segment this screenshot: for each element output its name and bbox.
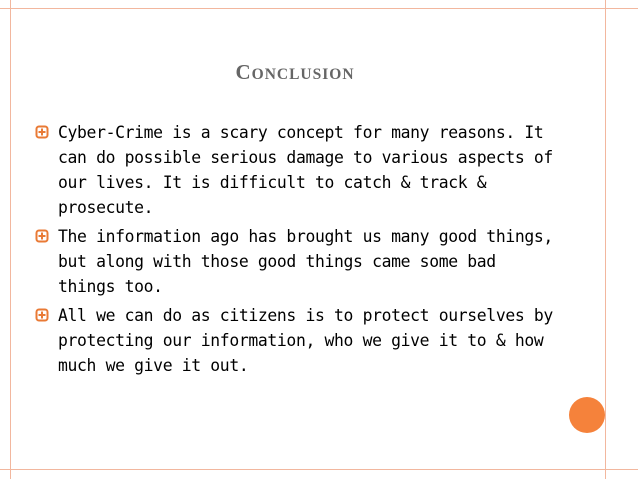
- bullet-text: Cyber-Crime is a scary concept for many reasons. It can do possible serious damage to various aspects of our lives. It is difficult to catch & track & prosecute.: [58, 123, 553, 217]
- bullet-item: [35, 120, 555, 220]
- title-initial: C: [235, 60, 252, 84]
- square-cross-bullet-icon: [35, 125, 49, 139]
- title-rest: ONCLUSION: [251, 66, 355, 83]
- bullet-list: [35, 120, 555, 382]
- bullet-text: All we can do as citizens is to protect ourselves by protecting our information, who we give it to & how much we give it out.: [58, 306, 553, 375]
- bullet-text: The information ago has brought us many good things, but along with those good things came some bad things too.: [58, 227, 553, 296]
- right-border-line: [605, 0, 606, 479]
- bullet-item: [35, 303, 555, 378]
- slide-title: [0, 60, 590, 85]
- bullet-item: [35, 224, 555, 299]
- top-border-line: [0, 8, 638, 9]
- square-cross-bullet-icon: [35, 308, 49, 322]
- decorative-orange-circle: [569, 397, 605, 433]
- bottom-border-line: [0, 469, 638, 470]
- square-cross-bullet-icon: [35, 229, 49, 243]
